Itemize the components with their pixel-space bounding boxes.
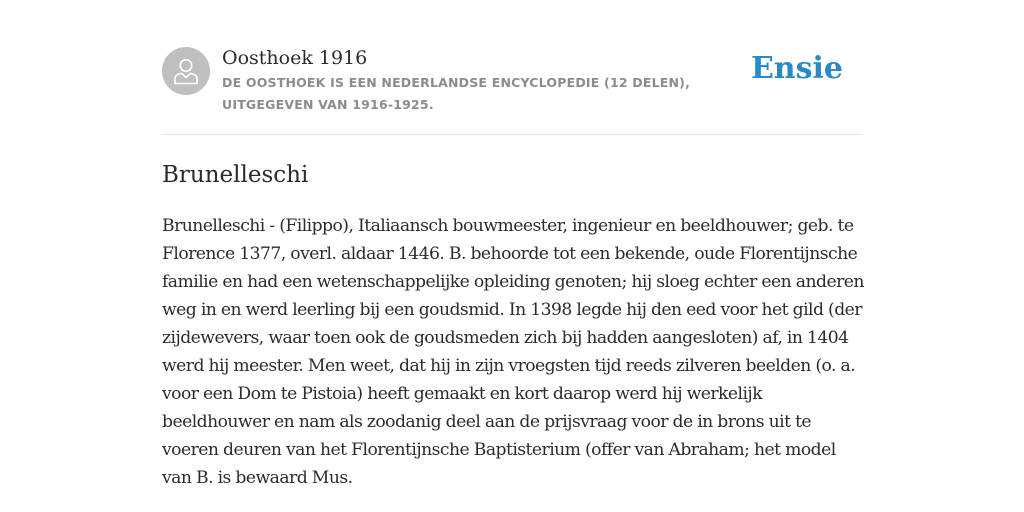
ensie-logo[interactable]: Ensie <box>750 51 843 86</box>
avatar[interactable] <box>162 47 210 95</box>
user-icon <box>172 56 200 86</box>
source-title[interactable]: Oosthoek 1916 <box>222 47 368 69</box>
article-title: Brunelleschi <box>162 162 309 188</box>
source-description: DE OOSTHOEK IS EEN NEDERLANDSE ENCYCLOPEDIE (12 DELEN), UITGEGEVEN VAN 1916-1925. <box>222 75 691 112</box>
article-card <box>162 0 862 512</box>
article-body: Brunelleschi - (Filippo), Italiaansch bouwmeester, ingenieur en beeldhouwer; geb. te Florence 1377, overl. aldaar 1446. B. behoorde tot een bekende, oude Florentijnsche familie en had een wetenschappelijke opleiding genoten; hij sloeg echter een anderen weg in en werd leerling bij een goudsmid. In 1398 legde hij den eed voor het gild (der zijdewevers, waar toen ook de goudsmeden zich bij hadden aangesloten) af, in 1404 werd hij meester. Men weet, dat hij in zijn vroegsten tijd reeds zilveren beelden (o. a. voor een Dom te Pistoia) heeft gemaakt en kort daarop werd hij werkelijk beeldhouwer en nam als zoodanig deel aan de prijsvraag voor de in brons uit te voeren deuren van het Florentijnsche Baptisterium (offer van Abraham; het model van B. is bewaard Mus. <box>162 216 864 488</box>
source-header <box>162 0 862 135</box>
